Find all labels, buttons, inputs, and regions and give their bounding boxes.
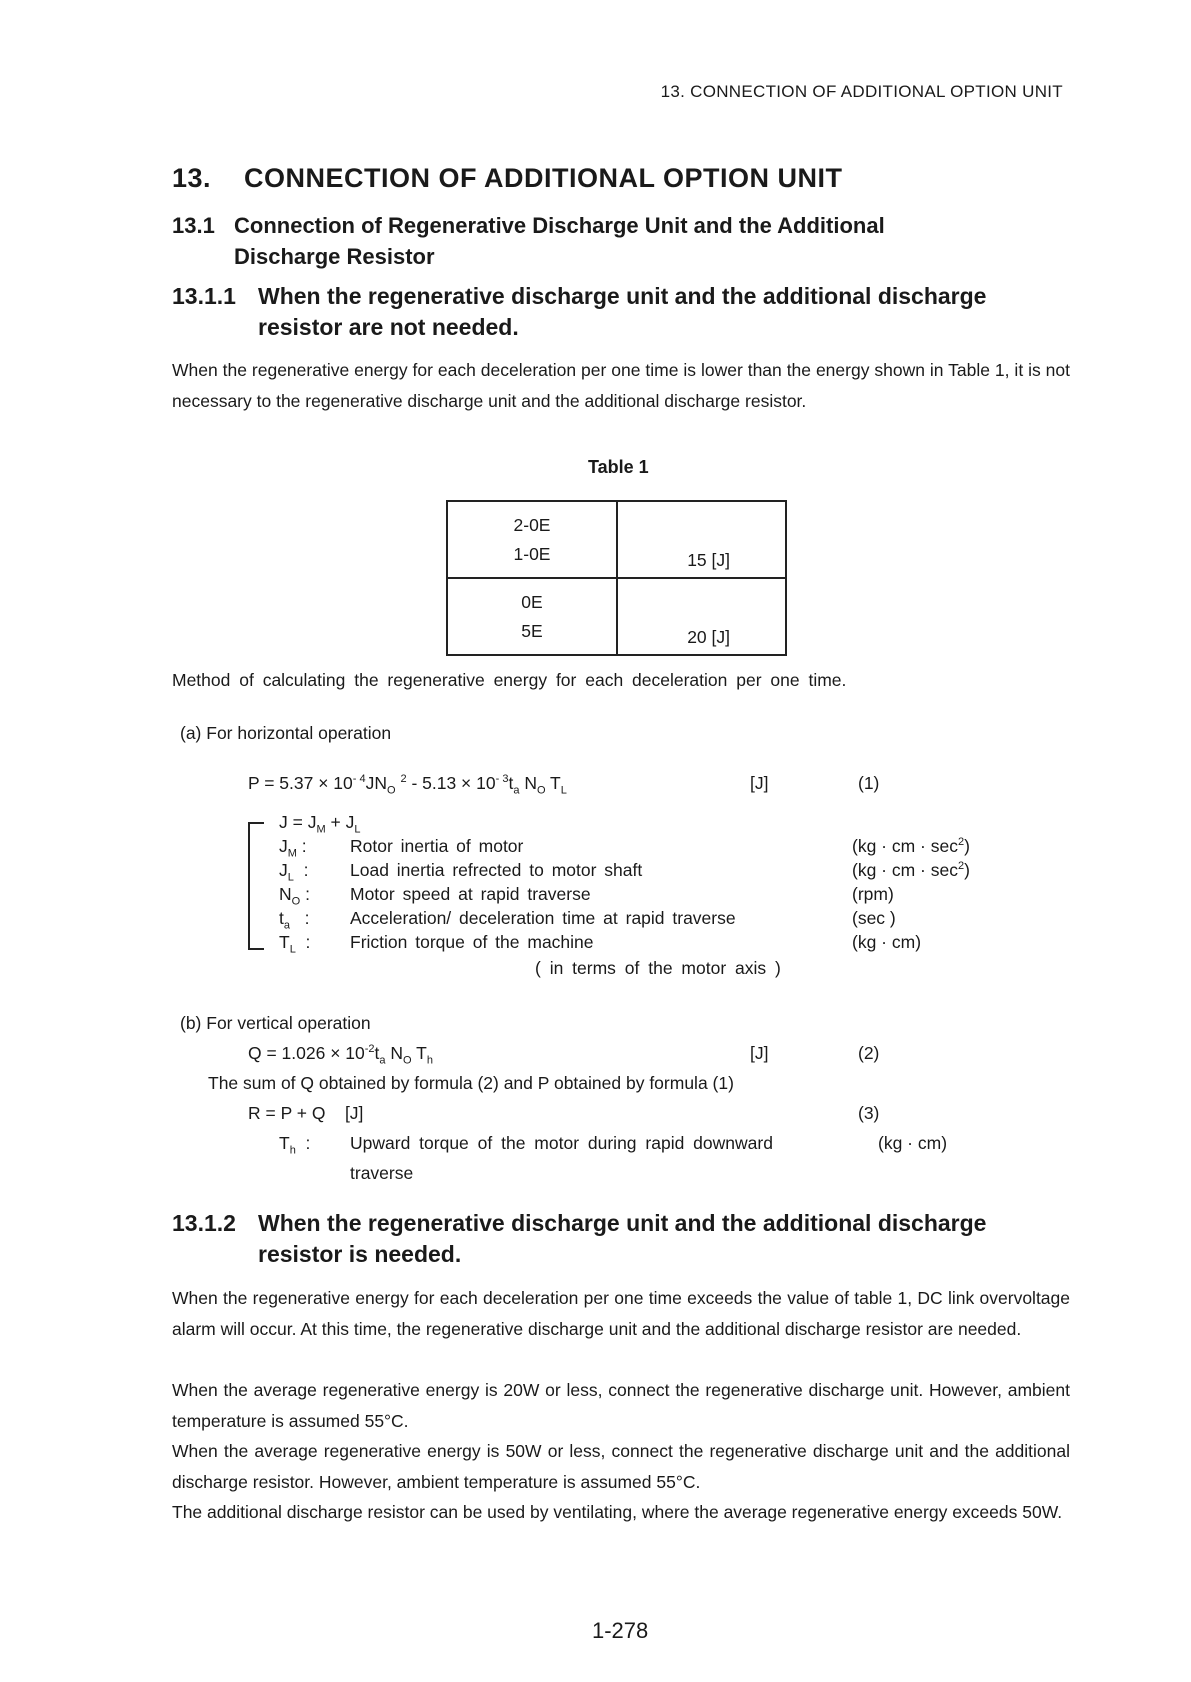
- chapter-heading: [172, 163, 843, 194]
- j-definition: [279, 812, 360, 836]
- formula-text: T: [411, 1043, 427, 1063]
- formula-q-unit: [J]: [750, 1043, 769, 1063]
- chapter-number: 13.: [172, 163, 212, 193]
- formula-p: [248, 773, 567, 797]
- definition-symbol: $N_O$ :: [279, 884, 310, 908]
- formula-subscript: O: [403, 1054, 412, 1067]
- formula-subscript: a: [513, 784, 520, 797]
- table-title: Table 1: [588, 457, 649, 477]
- formula-subscript: O: [387, 784, 396, 797]
- subsection-title-2-line2: resistor is needed.: [258, 1241, 462, 1267]
- formula-text: t: [374, 1043, 380, 1063]
- definition-desc: Load inertia refrected to motor shaft: [350, 860, 643, 880]
- definition-unit: (kg · cm · $\sec^2$): [852, 836, 970, 856]
- energy-value: 15 [J]: [617, 501, 786, 578]
- formula-text: N: [385, 1043, 404, 1063]
- th-unit: (kg · cm): [878, 1133, 948, 1153]
- page-number: 1-278: [592, 1618, 649, 1643]
- model-cell: [447, 578, 617, 655]
- case-a-label: (a) For horizontal operation: [180, 723, 392, 743]
- definition-symbol: $t_a$ :: [279, 908, 310, 932]
- th-description: Upward torque of the motor during rapid downward: [350, 1133, 773, 1153]
- subsection-title-2-line1: When the regenerative discharge unit and the additional discharge: [258, 1210, 987, 1236]
- definition-unit: (rpm): [852, 884, 894, 904]
- definition-unit: (kg · cm): [852, 932, 922, 952]
- formula-p-unit: [J]: [750, 773, 769, 793]
- definition-desc: Motor speed at rapid traverse: [350, 884, 591, 904]
- formula-exponent: 2: [400, 773, 407, 786]
- formula-r-eq-no: (3): [858, 1103, 880, 1123]
- sum-text: The sum of Q obtained by formula (2) and P obtained by formula (1): [208, 1073, 734, 1093]
- formula-text: N: [519, 773, 537, 793]
- chapter-title: CONNECTION OF ADDITIONAL OPTION UNIT: [244, 163, 843, 193]
- formula-subscript: a: [379, 1054, 386, 1067]
- definition-desc: Friction torque of the machine: [350, 932, 594, 952]
- subsection-heading-2: [172, 1208, 1072, 1270]
- formula-subscript: h: [426, 1054, 433, 1067]
- definition-symbol: $J_L$ :: [279, 860, 309, 884]
- th-description-cont: traverse: [350, 1163, 414, 1183]
- formula-text: JN: [365, 773, 388, 793]
- formula-subscript: L: [354, 823, 361, 836]
- subsection-title-1-line2: resistor are not needed.: [258, 314, 519, 340]
- section-number: 13.1: [172, 213, 215, 238]
- formula-text: T: [545, 773, 561, 793]
- formula-text: P = 5.37 × 10: [248, 773, 353, 793]
- definition-symbol: $J_M$ :: [279, 836, 307, 860]
- subsection-heading-1: [172, 281, 1072, 343]
- formula-exponent: - 3: [495, 773, 509, 786]
- section-title-line1: Connection of Regenerative Discharge Unit and the Additional: [234, 213, 885, 238]
- definition-unit: (kg · cm · $\sec^2$): [852, 860, 970, 880]
- table-row: [447, 501, 786, 578]
- energy-value: 20 [J]: [617, 578, 786, 655]
- formula-subscript: O: [536, 784, 546, 797]
- model-label: 2-0E: [513, 514, 551, 535]
- definition-symbol: $T_L$ :: [279, 932, 311, 956]
- definition-desc: Rotor inertia of motor: [350, 836, 524, 856]
- model-label: 5E: [521, 620, 543, 641]
- definition-unit: (sec ): [852, 908, 896, 928]
- formula-text: J = J: [279, 812, 317, 832]
- formula-q: [248, 1043, 433, 1067]
- intro-paragraph: When the regenerative energy for each deceleration per one time is lower than the energy shown in Table 1, it is not necessary to the regenerative discharge unit and the additional discharge resistor.: [172, 360, 1070, 411]
- formula-p-eq-no: (1): [858, 773, 880, 793]
- table-row: [447, 578, 786, 655]
- formula-subscript: M: [316, 823, 326, 836]
- formula-r: R = P + Q [J]: [248, 1103, 364, 1123]
- model-label: 1-0E: [513, 543, 551, 564]
- definition-desc: Acceleration/ deceleration time at rapid traverse: [350, 908, 736, 928]
- case-b-label: (b) For vertical operation: [180, 1013, 371, 1033]
- energy-table: [446, 500, 787, 656]
- model-label: 0E: [521, 591, 543, 612]
- model-cell: [447, 501, 617, 578]
- th-symbol: $T_h$ :: [279, 1133, 311, 1157]
- formula-q-eq-no: (2): [858, 1043, 880, 1063]
- definition-bracket: [248, 822, 262, 950]
- body-paragraph: The additional discharge resistor can be used by ventilating, where the average regenerative energy exceeds 50W.: [172, 1502, 1063, 1522]
- running-head: 13. CONNECTION OF ADDITIONAL OPTION UNIT: [660, 82, 1063, 101]
- formula-text: Q = 1.026 × 10: [248, 1043, 365, 1063]
- section-heading: [172, 210, 1002, 272]
- subsection-number-2: 13.1.2: [172, 1210, 236, 1236]
- formula-text: - 5.13 × 10: [406, 773, 496, 793]
- definition-note: ( in terms of the motor axis ): [535, 958, 781, 978]
- body-paragraph: When the regenerative energy for each deceleration per one time exceeds the value of table 1, DC link overvoltage alarm will occur. At this time, the regenerative discharge unit and the additional discharge resistor are needed.: [172, 1288, 1070, 1339]
- formula-exponent: -2: [364, 1043, 375, 1056]
- formula-subscript: L: [560, 784, 567, 797]
- subsection-title-1-line1: When the regenerative discharge unit and the additional discharge: [258, 283, 987, 309]
- body-paragraph: When the average regenerative energy is 20W or less, connect the regenerative discharge unit. However, ambient temperature is assumed 55°C.: [172, 1380, 1070, 1431]
- formula-text: t: [508, 773, 514, 793]
- subsection-number-1: 13.1.1: [172, 283, 236, 309]
- section-title-line2: Discharge Resistor: [234, 244, 435, 269]
- formula-exponent: - 4: [352, 773, 366, 786]
- body-paragraph: When the average regenerative energy is 50W or less, connect the regenerative discharge unit and the additional discharge resistor. However, ambient temperature is assumed 55°C.: [172, 1441, 1070, 1492]
- method-text: Method of calculating the regenerative energy for each deceleration per one time.: [172, 670, 847, 690]
- formula-text: + J: [325, 812, 355, 832]
